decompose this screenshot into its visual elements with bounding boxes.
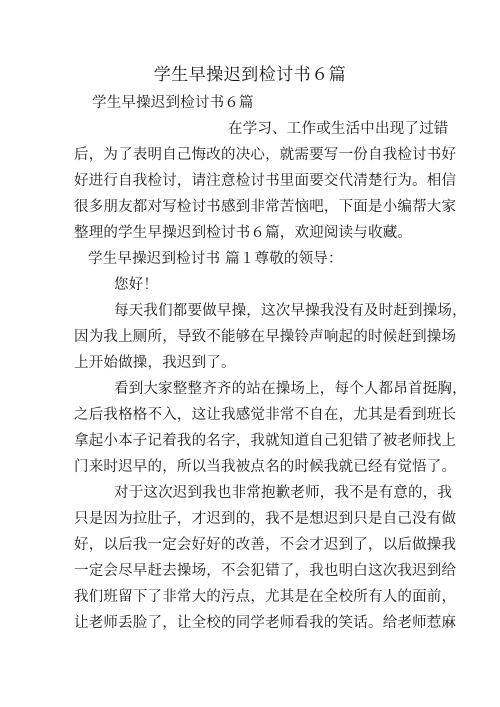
paragraph-line: 每天我们都要做早操，这次早操我没有及时赶到操场， [114, 303, 467, 319]
greeting: 您好！ [114, 277, 159, 293]
paragraph-line: 我们班留下了非常大的污点，尤其是在全校所有人的面前， [74, 589, 457, 605]
paragraph-line: 一定会尽早赶去操场，不会犯错了，我也明白这次我迟到给 [74, 563, 457, 579]
paragraph-line: 门来时迟早的，所以当我被点名的时候我就已经有觉悟了。 [74, 459, 457, 475]
paragraph-line: 因为我上厕所，导致不能够在早操铃声响起的时候赶到操场 [74, 329, 457, 345]
section-heading: 学生早操迟到检讨书 篇１尊敬的领导： [88, 251, 343, 267]
paragraph-line: 好进行自我检讨，请注意检讨书里面要交代清楚行为。相信 [74, 173, 457, 189]
paragraph-line: 很多朋友都对写检讨书感到非常苦恼吧，下面是小编帮大家 [74, 199, 457, 215]
paragraph-line: 看到大家整整齐齐的站在操场上，每个人都昂首挺胸， [114, 381, 467, 397]
paragraph-line: 对于这次迟到我也非常抱歉老师，我不是有意的，我 [114, 485, 453, 501]
paragraph-line: 只是因为拉肚子，才迟到的，我不是想迟到只是自己没有做 [74, 511, 457, 527]
paragraph-line: 拿起小本子记着我的名字，我就知道自己犯错了被老师找上 [74, 433, 457, 449]
paragraph-line: 上开始做操，我迟到了。 [74, 355, 236, 371]
paragraph-line: 后，为了表明自己悔改的决心，就需要写一份自我检讨书好 [74, 147, 457, 163]
paragraph-line: 让老师丢脸了，让全校的同学老师看我的笑话。给老师惹麻 [74, 615, 457, 631]
document-subtitle: 学生早操迟到检讨书６篇 [92, 95, 254, 111]
paragraph-line: 好，以后我一定会好好的改善，不会才迟到了，以后做操我 [74, 537, 457, 553]
paragraph-line: 之后我格格不入，这让我感觉非常不自在，尤其是看到班长 [74, 407, 457, 423]
paragraph-line: 在学习、工作或生活中出现了过错 [228, 121, 449, 137]
paragraph-line: 整理的学生早操迟到检讨书６篇，欢迎阅读与收藏。 [74, 225, 413, 241]
document-title: 学生早操迟到检讨书６篇 [153, 65, 347, 85]
